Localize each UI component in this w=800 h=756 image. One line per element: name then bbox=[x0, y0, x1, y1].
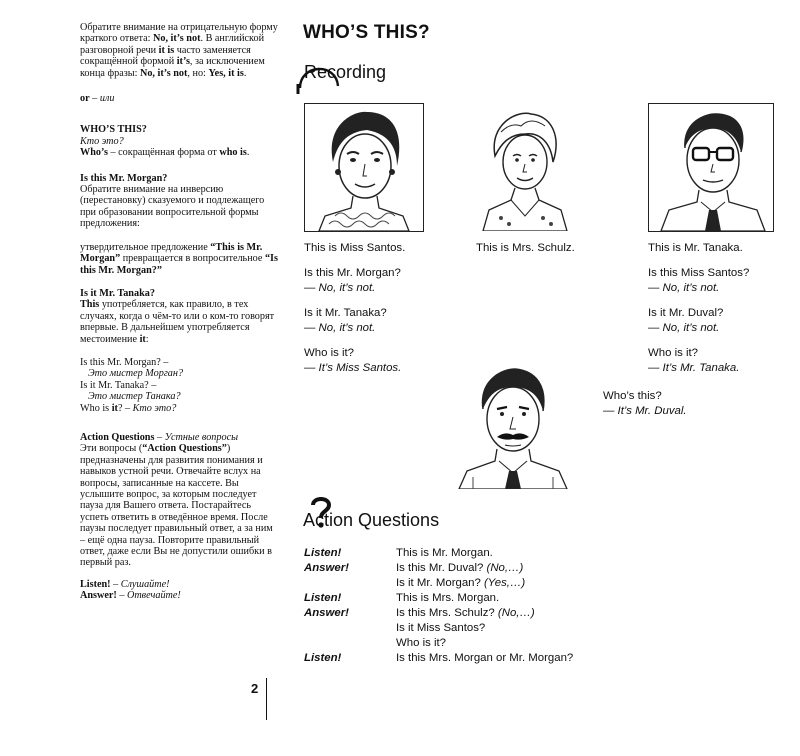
note-this-it: Is it Mr. Tanaka? This употребляется, как правило, в тех случаях, когда о чём-то или о ком-то говорят впервые. В дальнейшем употребляется местоимение it: bbox=[80, 287, 275, 345]
action-row-text: Is it Mr. Morgan? (Yes,…) bbox=[396, 577, 526, 589]
mr-tanaka-portrait bbox=[648, 103, 774, 232]
action-questions-heading bbox=[303, 500, 503, 536]
action-questions-title: Action Questions bbox=[303, 510, 440, 530]
mr-duval-portrait bbox=[448, 360, 576, 490]
action-row bbox=[304, 546, 573, 561]
page-title: WHO’S THIS? bbox=[303, 22, 430, 43]
note-transform: утвердительное предложение “This is Mr. Morgan” превращается в вопросительное “Is this Mr. Morgan?” bbox=[80, 241, 278, 276]
action-row-label bbox=[304, 636, 396, 651]
action-row-label bbox=[304, 576, 396, 591]
note-examples: Is this Mr. Morgan? – Это мистер Морган? Is it Mr. Tanaka? – Это мистер Танака? Who is it? – Кто это? bbox=[80, 356, 184, 414]
action-row-label bbox=[304, 621, 396, 636]
action-row bbox=[304, 636, 573, 651]
action-row-label: Answer! bbox=[304, 562, 349, 574]
duval-caption: Who’s this? — It’s Mr. Duval. bbox=[603, 390, 687, 417]
action-row-text: Is it Miss Santos? bbox=[396, 622, 486, 634]
santos-caption: This is Miss Santos. Is this Mr. Morgan? — No, it’s not. Is it Mr. Tanaka? — No, it’s not. Who is it? — It’s Miss Santos. bbox=[304, 242, 406, 374]
action-row bbox=[304, 621, 573, 636]
recording-label: Recording bbox=[304, 62, 387, 82]
action-row-label: Listen! bbox=[304, 547, 342, 559]
note-whos-this: WHO’S THIS? Кто это? Who’s – сокращённая форма от who is. bbox=[80, 124, 250, 159]
miss-santos-portrait bbox=[304, 103, 424, 232]
action-row-text: Who is it? bbox=[396, 637, 447, 649]
action-row-label: Listen! bbox=[304, 652, 342, 664]
action-row bbox=[304, 651, 573, 666]
page-number: 2 bbox=[251, 681, 259, 696]
action-row bbox=[304, 561, 573, 576]
note-inversion: Is this Mr. Morgan? Обратите внимание на инверсию (перестановку) сказуемого и подлежащего при образовании вопросительной формы предложения: bbox=[80, 172, 265, 230]
tanaka-caption: This is Mr. Tanaka. Is this Miss Santos? — No, it’s not. Is it Mr. Duval? — No, it’s not. Who is it? — It’s Mr. Tanaka. bbox=[648, 242, 750, 374]
action-row-text: This is Mr. Morgan. bbox=[396, 547, 493, 559]
action-row-label: Listen! bbox=[304, 592, 342, 604]
action-row-text: Is this Mrs. Morgan or Mr. Morgan? bbox=[396, 652, 574, 664]
action-row bbox=[304, 606, 573, 621]
action-row-text: This is Mrs. Morgan. bbox=[396, 592, 500, 604]
note-short-answer: Обратите внимание на отрицательную форму краткого ответа: No, it’s not. В английской разговорной речи it is часто заменяется сокращённой формой it’s, за исключением конца фразы: No, it’s not, но: Yes, it is. bbox=[80, 22, 278, 79]
recording-heading bbox=[296, 56, 416, 96]
action-row-label: Answer! bbox=[304, 607, 349, 619]
action-row bbox=[304, 591, 573, 606]
note-or: or – или bbox=[80, 93, 115, 105]
mrs-schulz-portrait bbox=[476, 103, 574, 232]
action-row bbox=[304, 576, 573, 591]
action-row-text: Is this Mr. Duval? (No,…) bbox=[396, 562, 524, 574]
note-action-questions: Action Questions – Устные вопросы Эти вопросы (“Action Questions”) предназначены для развития понимания и навыков устной речи. Отвечайте вслух на вопросы, записанные на кассете. Вы услышите вопрос, за которым последует пауза для Вашего ответа. Постарайтесь успеть ответить в отведённое время. После паузы последует правильный ответ, а за ним – ещё одна пауза. Повторите правильный ответ, даже если Вы не допустили ошибки в первый раз. bbox=[80, 431, 273, 569]
notes-column bbox=[80, 22, 280, 611]
action-questions-list bbox=[304, 546, 573, 666]
action-row-text: Is this Mrs. Schulz? (No,…) bbox=[396, 607, 535, 619]
page-divider bbox=[266, 678, 267, 720]
schulz-caption: This is Mrs. Schulz. bbox=[476, 242, 575, 254]
note-listen-answer: Listen! – Слушайте! Answer! – Отвечайте! bbox=[80, 578, 181, 602]
